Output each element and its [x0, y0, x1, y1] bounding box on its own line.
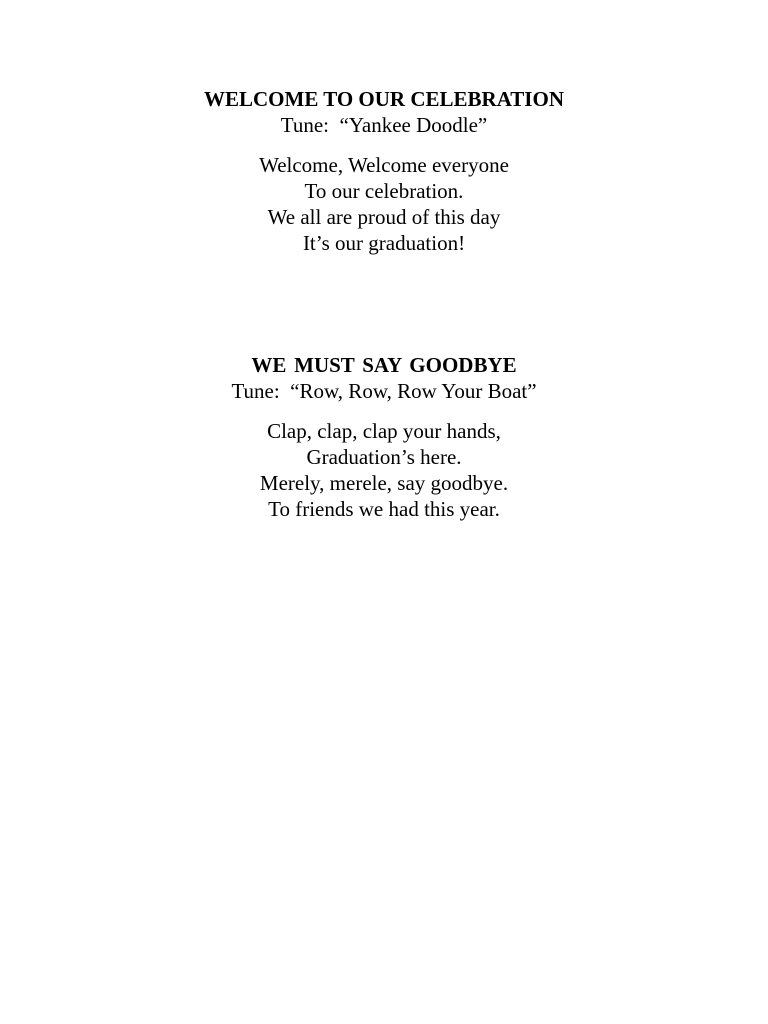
lyrics-block	[0, 152, 768, 256]
lyric-line: We all are proud of this day	[267, 205, 501, 229]
lyric-line: Graduation’s here.	[306, 445, 462, 469]
song-goodbye	[0, 352, 768, 522]
lyric-line: It’s our graduation!	[302, 231, 466, 255]
song-tune: Tune: “Row, Row, Row Your Boat”	[231, 379, 537, 403]
song-title: WELCOME TO OUR CELEBRATION	[204, 87, 564, 111]
lyric-line: To friends we had this year.	[268, 497, 500, 521]
song-welcome	[0, 86, 768, 256]
song-title: WE MUST SAY GOODBYE	[251, 353, 517, 377]
lyric-line: Merely, merele, say goodbye.	[259, 471, 509, 495]
song-tune: Tune: “Yankee Doodle”	[280, 113, 488, 137]
lyrics-block	[0, 418, 768, 522]
lyric-line: Clap, clap, clap your hands,	[267, 419, 501, 443]
lyric-line: To our celebration.	[304, 179, 464, 203]
lyric-line: Welcome, Welcome everyone	[259, 153, 509, 177]
